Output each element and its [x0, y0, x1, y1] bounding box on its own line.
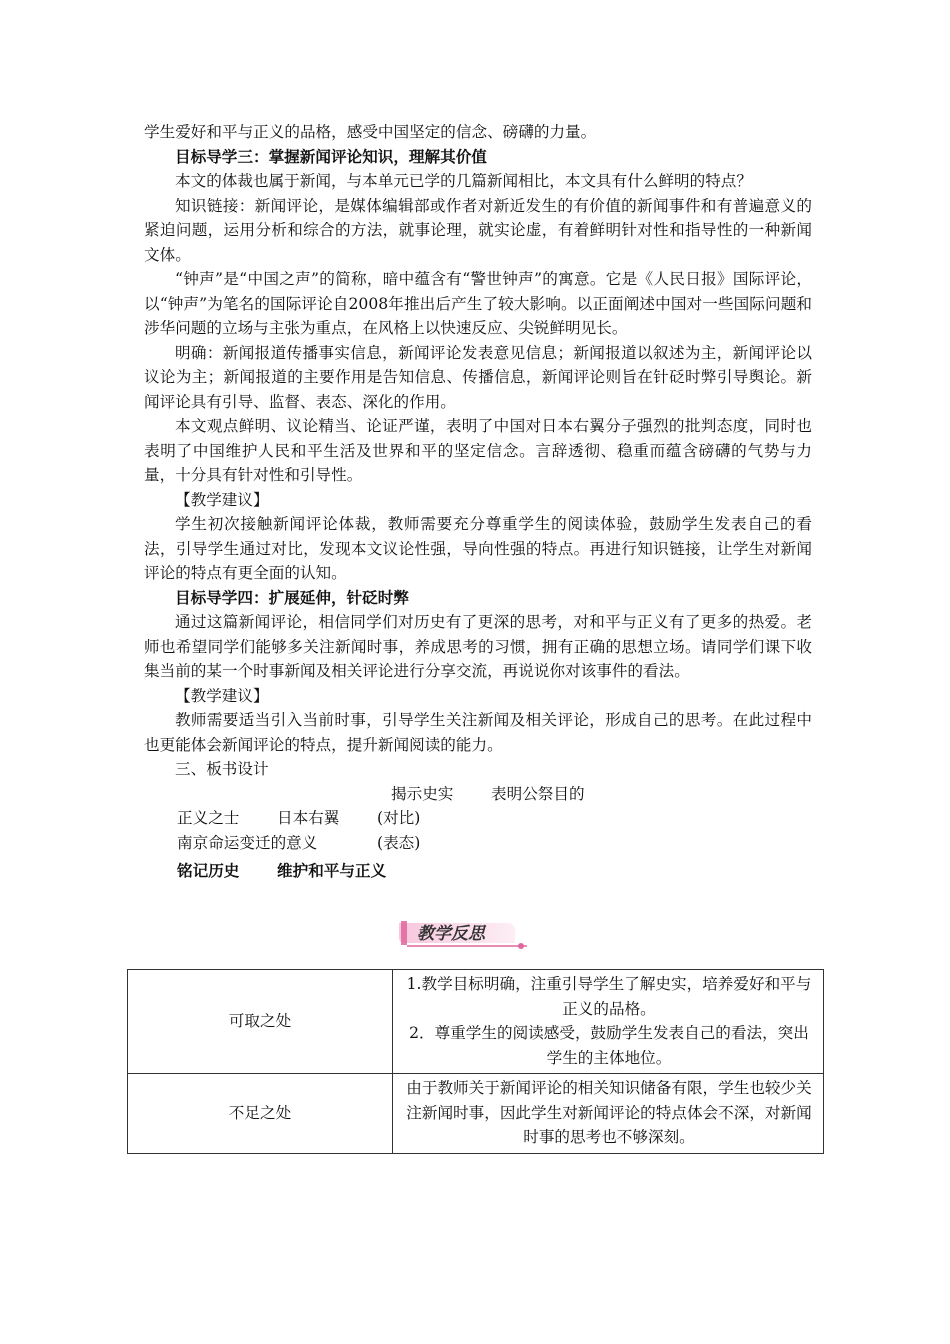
paragraph: 知识链接：新闻评论，是媒体编辑部或作者对新近发生的有价值的新闻事件和有普遍意义的紧迫问题，运用分析和综合的方法，就事论理，就实论虚，有着鲜明针对性和指导性的一种新闻文体。 — [144, 196, 812, 264]
board-purpose: 表明公祭目的 — [491, 784, 585, 803]
board-line-3 — [144, 831, 812, 856]
board-nanjing: 南京命运变迁的意义 — [177, 833, 318, 852]
board-reveal: 揭示史实 — [391, 784, 454, 803]
board-line-4 — [144, 859, 812, 884]
reflection-table — [127, 969, 824, 1154]
paragraph: 明确：新闻报道传播事实信息，新闻评论发表意见信息；新闻报道以叙述为主，新闻评论以议论为主；新闻报道的主要作用是告知信息、传播信息，新闻评论则旨在针砭时弊引导舆论。新闻评论具有引导、监督、表态、深化的作用。 — [144, 343, 812, 411]
banner-dot — [518, 943, 524, 949]
paragraph: 学生初次接触新闻评论体裁，教师需要充分尊重学生的阅读体验，鼓励学生发表自己的看法，引导学生通过对比，发现本文议论性强，导向性强的特点。再进行知识链接，让学生对新闻评论的特点有更全面的认知。 — [144, 515, 812, 582]
teaching-tip-label: 【教学建议】 — [175, 490, 269, 509]
paragraph: 本文观点鲜明、议论精当、论证严谨，表明了中国对日本右翼分子强烈的批判态度，同时也表明了中国维护人民和平生活及世界和平的坚定信念。言辞透彻、稳重而蕴含磅礴的气势与力量，十分具有针对性和引导性。 — [144, 417, 812, 484]
table-row — [128, 1074, 824, 1154]
good-points-content — [393, 970, 824, 1074]
document-body — [144, 120, 812, 884]
banner-stripe — [401, 921, 407, 945]
board-right-wing: 日本右翼 — [277, 809, 340, 827]
paragraph: 通过这篇新闻评论，相信同学们对历史有了更深的思考，对和平与正义有了更多的热爱。老师也希望同学们能够多关注新闻时事，养成思考的习惯，拥有正确的思想立场。请同学们课下收集当前的某一个时事新闻及相关评论进行分享交流，再说说你对该事件的看法。 — [144, 613, 812, 680]
section-heading-3: 目标导学三：掌握新闻评论知识，理解其价值 — [175, 147, 487, 166]
table-row — [128, 970, 824, 1074]
board-design-heading: 三、板书设计 — [175, 760, 269, 778]
shortcomings-content — [393, 1074, 824, 1154]
good-point-2: 2．尊重学生的阅读感受，鼓励学生发表自己的看法，突出学生的主体地位。 — [409, 1024, 809, 1067]
banner-text: 教学反思 — [417, 924, 485, 944]
good-points-label: 可取之处 — [128, 970, 393, 1074]
paragraph: 本文的体裁也属于新闻，与本单元已学的几篇新闻相比，本文具有什么鲜明的特点？ — [175, 172, 752, 190]
teaching-reflection-banner — [397, 917, 529, 951]
board-maintain: 维护和平与正义 — [277, 862, 387, 880]
board-contrast: (对比) — [377, 809, 421, 827]
good-point-1: 1.教学目标明确，注重引导学生了解史实，培养爱好和平与正义的品格。 — [406, 975, 812, 1018]
shortcoming-1: 由于教师关于新闻评论的相关知识储备有限，学生也较少关注新闻时事，因此学生对新闻评论的特点体会不深，对新闻时事的思考也不够深刻。 — [406, 1079, 812, 1146]
paragraph: 教师需要适当引入当前时事，引导学生关注新闻及相关评论，形成自己的思考。在此过程中也更能体会新闻评论的特点，提升新闻阅读的能力。 — [144, 711, 812, 754]
section-heading-4: 目标导学四：扩展延伸，针砭时弊 — [175, 588, 409, 607]
paragraph: “钟声”是“中国之声”的简称，暗中蕴含有“警世钟声”的寓意。它是《人民日报》国际评论，以“钟声”为笔名的国际评论自2008年推出后产生了较大影响。以正面阐述中国对一些国际问题和涉华问题的立场与主张为重点，在风格上以快速反应、尖锐鲜明见长。 — [144, 270, 812, 337]
board-remember: 铭记历史 — [177, 862, 240, 880]
board-justice: 正义之士 — [177, 809, 240, 827]
teaching-tip-label: 【教学建议】 — [175, 686, 269, 705]
paragraph: 学生爱好和平与正义的品格，感受中国坚定的信念、磅礴的力量。 — [144, 123, 597, 141]
board-line-1 — [144, 782, 812, 807]
board-line-2 — [144, 806, 812, 831]
shortcomings-label: 不足之处 — [128, 1074, 393, 1154]
board-stance: (表态) — [377, 833, 421, 852]
